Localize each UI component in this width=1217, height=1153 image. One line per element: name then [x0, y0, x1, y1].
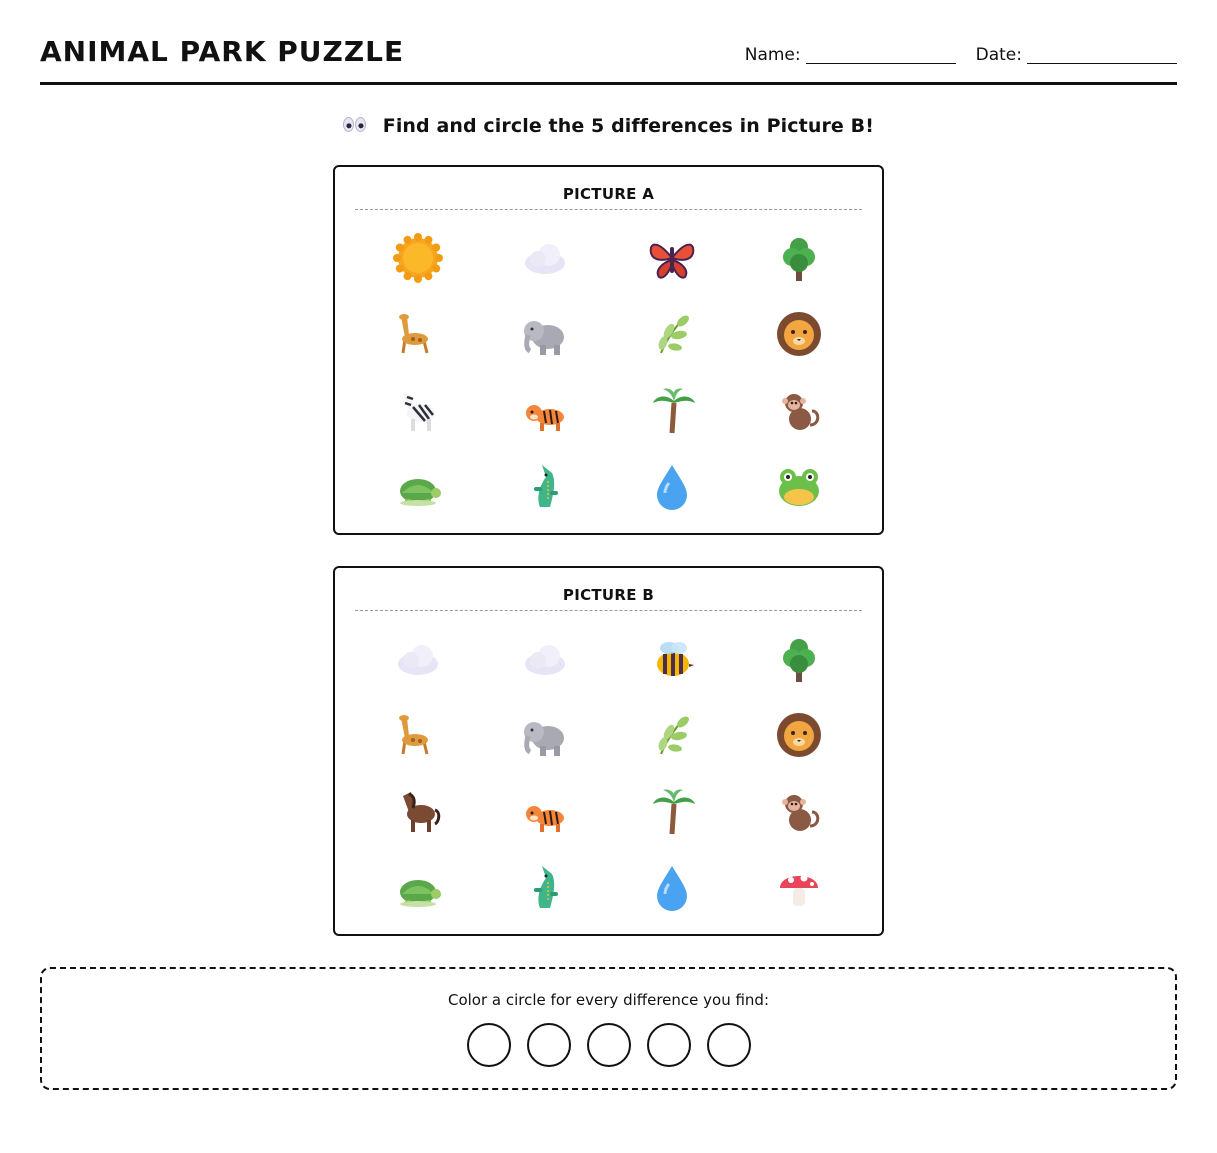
zebra-icon [393, 385, 443, 435]
picture-a-cell [735, 372, 862, 448]
picture-a-grid [355, 220, 862, 524]
butterfly-icon [647, 233, 697, 283]
tree-icon [774, 233, 824, 283]
cloud-icon [520, 634, 570, 684]
picture-b-cell[interactable] [609, 773, 736, 849]
giraffe-icon [393, 710, 443, 760]
name-field[interactable] [745, 47, 956, 64]
picture-b-cell[interactable] [482, 773, 609, 849]
picture-a-cell [609, 448, 736, 524]
picture-b-cell[interactable] [482, 849, 609, 925]
picture-b-cell[interactable] [609, 621, 736, 697]
tracker-circle[interactable] [587, 1023, 631, 1067]
elephant-icon [520, 710, 570, 760]
picture-a-cell [482, 448, 609, 524]
mushroom-icon [774, 862, 824, 912]
crocodile-icon [520, 461, 570, 511]
tiger-icon [520, 385, 570, 435]
picture-a-cell [482, 372, 609, 448]
picture-a-cell [609, 372, 736, 448]
instruction [40, 115, 1177, 137]
tracker-circle[interactable] [467, 1023, 511, 1067]
palm-tree-icon [647, 786, 697, 836]
eyes-icon [343, 117, 366, 132]
tracker-circle[interactable] [527, 1023, 571, 1067]
droplet-icon [647, 862, 697, 912]
picture-b-cell[interactable] [355, 773, 482, 849]
date-field[interactable] [976, 47, 1177, 64]
picture-a-cell [735, 448, 862, 524]
giraffe-icon [393, 309, 443, 359]
leaf-icon [647, 309, 697, 359]
frog-icon [774, 461, 824, 511]
tree-icon [774, 634, 824, 684]
picture-a-cell [355, 220, 482, 296]
tracker-circles [42, 1023, 1175, 1067]
picture-a-cell [482, 296, 609, 372]
monkey-icon [774, 786, 824, 836]
student-fields [745, 47, 1177, 64]
bee-icon [647, 634, 697, 684]
picture-b-grid[interactable] [355, 621, 862, 925]
header [40, 35, 1177, 85]
tracker-label: Color a circle for every difference you find: [447, 991, 770, 1009]
page-title: ANIMAL PARK PUZZLE [40, 35, 405, 68]
picture-b-cell[interactable] [735, 773, 862, 849]
leaf-icon [647, 710, 697, 760]
droplet-icon [647, 461, 697, 511]
name-line[interactable] [806, 62, 956, 64]
difference-tracker [40, 967, 1177, 1090]
tracker-circle[interactable] [647, 1023, 691, 1067]
picture-a-cell [355, 296, 482, 372]
turtle-icon [393, 461, 443, 511]
instruction-text: Find and circle the 5 differences in Picture B! [382, 115, 874, 137]
worksheet [40, 0, 1177, 1090]
picture-b-cell[interactable] [735, 697, 862, 773]
date-label: Date: [975, 45, 1022, 65]
picture-a-title: PICTURE A [355, 185, 862, 210]
picture-a-cell [482, 220, 609, 296]
horse-icon [393, 786, 443, 836]
cloud-icon [520, 233, 570, 283]
cloud-icon [393, 634, 443, 684]
picture-b-cell[interactable] [482, 697, 609, 773]
picture-b-cell[interactable] [735, 621, 862, 697]
crocodile-icon [520, 862, 570, 912]
picture-b-title: PICTURE B [355, 586, 862, 611]
elephant-icon [520, 309, 570, 359]
picture-b-cell[interactable] [355, 697, 482, 773]
palm-tree-icon [647, 385, 697, 435]
picture-b-cell[interactable] [735, 849, 862, 925]
date-line[interactable] [1027, 62, 1177, 64]
picture-b-panel [333, 566, 884, 936]
picture-b-cell[interactable] [355, 849, 482, 925]
tracker-circle[interactable] [707, 1023, 751, 1067]
picture-a-cell [609, 296, 736, 372]
turtle-icon [393, 862, 443, 912]
picture-a-cell [735, 220, 862, 296]
monkey-icon [774, 385, 824, 435]
picture-a-cell [609, 220, 736, 296]
picture-b-cell[interactable] [355, 621, 482, 697]
picture-a-panel [333, 165, 884, 535]
picture-b-cell[interactable] [609, 849, 736, 925]
picture-b-cell[interactable] [482, 621, 609, 697]
picture-a-cell [735, 296, 862, 372]
picture-a-cell [355, 448, 482, 524]
sun-icon [393, 233, 443, 283]
tiger-icon [520, 786, 570, 836]
picture-a-cell [355, 372, 482, 448]
name-label: Name: [744, 45, 801, 65]
lion-icon [774, 710, 824, 760]
lion-icon [774, 309, 824, 359]
picture-b-cell[interactable] [609, 697, 736, 773]
